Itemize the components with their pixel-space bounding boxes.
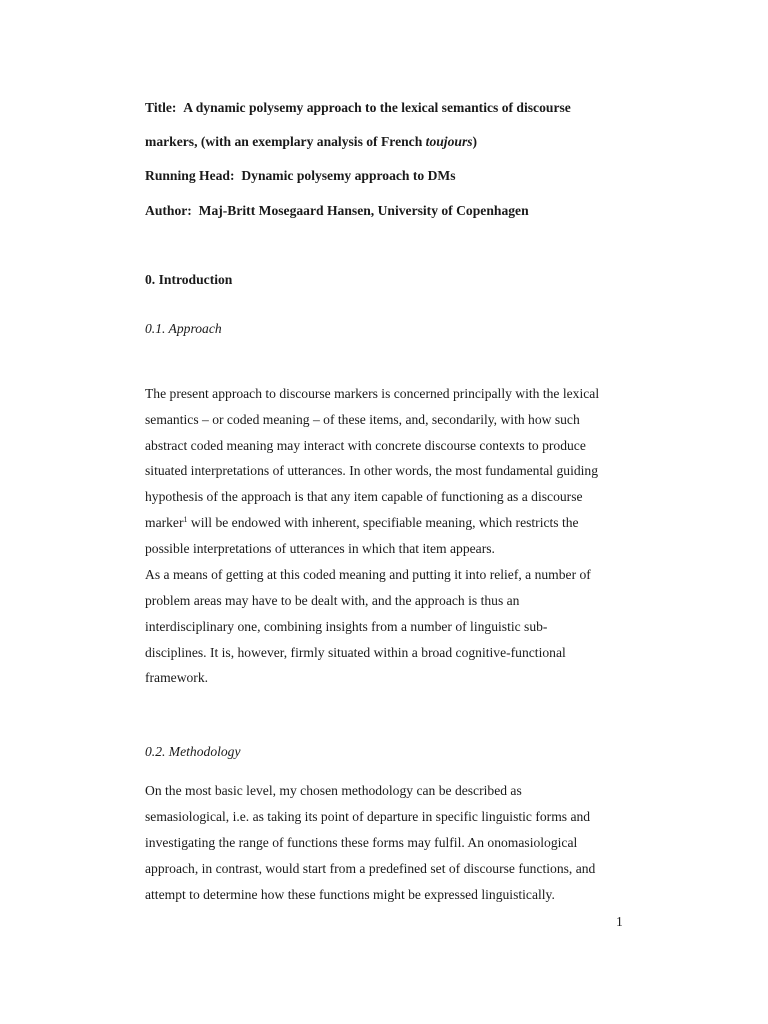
title-text-2b: ): [472, 134, 478, 149]
author-text: Maj-Britt Mosegaard Hansen, University of Copenhagen: [198, 203, 529, 218]
running-head-line: [145, 169, 456, 183]
paragraph-line: approach, in contrast, would start from a predefined set of discourse functions, and: [145, 861, 596, 876]
subsection-heading-methodology: 0.2. Methodology: [145, 744, 241, 759]
title-italic-term: toujours: [425, 134, 473, 149]
author-line: [145, 204, 529, 218]
title-label: Title:: [145, 100, 177, 115]
paragraph-line: hypothesis of the approach is that any item capable of functioning as a discourse: [145, 489, 583, 504]
footnote-reference[interactable]: 1: [183, 515, 188, 524]
author-label: Author:: [145, 203, 192, 218]
paragraph-line: investigating the range of functions these forms may fulfil. An onomasiological: [145, 835, 578, 850]
paragraph-line: problem areas may have to be dealt with, and the approach is thus an: [145, 593, 520, 608]
running-head-text: Dynamic polysemy approach to DMs: [241, 168, 456, 183]
page-number: 1: [616, 914, 623, 929]
paragraph-line: possible interpretations of utterances in which that item appears.: [145, 541, 495, 556]
title-text-2a: markers, (with an exemplary analysis of French: [145, 134, 426, 149]
paragraph-line-with-footnote: [145, 516, 579, 530]
paragraph-line: semantics – or coded meaning – of these items, and, secondarily, with how such: [145, 412, 580, 427]
paragraph-line: As a means of getting at this coded meaning and putting it into relief, a number of: [145, 567, 591, 582]
paragraph-line: semasiological, i.e. as taking its point of departure in specific linguistic forms and: [145, 809, 591, 824]
title-line-1: [145, 101, 571, 115]
marker-rest: will be endowed with inherent, specifiable meaning, which restricts the: [187, 515, 579, 530]
paragraph-line: disciplines. It is, however, firmly situated within a broad cognitive-functional: [145, 645, 566, 660]
paragraph-line: abstract coded meaning may interact with concrete discourse contexts to produce: [145, 438, 586, 453]
paragraph-line: interdisciplinary one, combining insights from a number of linguistic sub-: [145, 619, 548, 634]
paragraph-line: On the most basic level, my chosen methodology can be described as: [145, 783, 522, 798]
paragraph-line: attempt to determine how these functions might be expressed linguistically.: [145, 887, 555, 902]
title-text-1: A dynamic polysemy approach to the lexical semantics of discourse: [183, 100, 571, 115]
section-heading-introduction: 0. Introduction: [145, 272, 233, 287]
subsection-heading-approach: 0.1. Approach: [145, 321, 222, 336]
marker-word: marker: [145, 515, 184, 530]
paragraph-line: The present approach to discourse markers is concerned principally with the lexical: [145, 386, 600, 401]
paragraph-line: framework.: [145, 670, 209, 685]
running-head-label: Running Head:: [145, 168, 235, 183]
title-line-2: [145, 135, 477, 149]
paragraph-line: situated interpretations of utterances. In other words, the most fundamental guiding: [145, 463, 599, 478]
